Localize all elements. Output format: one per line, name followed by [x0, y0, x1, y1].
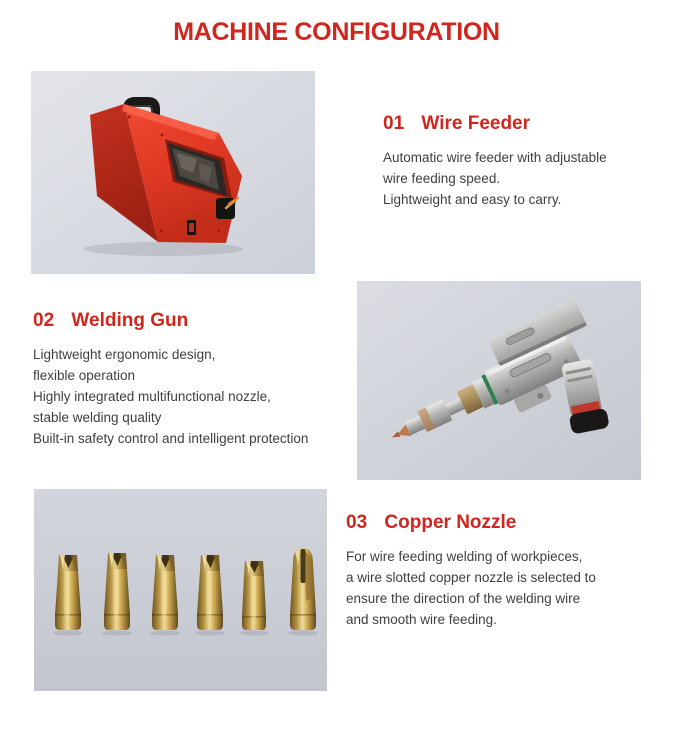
section-text-line: Lightweight and easy to carry.: [383, 192, 562, 207]
section-number: 03: [346, 512, 368, 533]
section-text-line: a wire slotted copper nozzle is selected to: [346, 570, 596, 585]
section-heading: [33, 309, 373, 332]
welding-gun-illustration: [357, 281, 641, 480]
section-text-line: For wire feeding welding of workpieces,: [346, 549, 583, 564]
section-text-line: Built-in safety control and intelligent protection: [33, 431, 309, 446]
section-welding-gun: [33, 309, 373, 449]
copper-nozzles-photo: [34, 489, 327, 691]
section-text-line: Automatic wire feeder with adjustable: [383, 150, 607, 165]
section-name: Wire Feeder: [421, 113, 531, 134]
section-text-line: Lightweight ergonomic design,: [33, 347, 216, 362]
wire-feeder-photo: [31, 71, 315, 274]
section-name: Copper Nozzle: [384, 512, 517, 533]
wire-feeder-illustration: [31, 71, 315, 274]
section-text-line: Highly integrated multifunctional nozzle,: [33, 389, 271, 404]
copper-nozzles-illustration: [34, 489, 327, 691]
section-copper-nozzle: [346, 511, 658, 630]
section-heading: [383, 112, 655, 135]
section-text-line: and smooth wire feeding.: [346, 612, 497, 627]
section-number: 01: [383, 113, 405, 134]
section-wire-feeder: [383, 112, 655, 210]
section-text-line: flexible operation: [33, 368, 136, 383]
section-heading: [346, 511, 658, 534]
section-text-line: ensure the direction of the welding wire: [346, 591, 581, 606]
section-text-line: stable welding quality: [33, 410, 162, 425]
section-name: Welding Gun: [71, 310, 189, 331]
page-title: MACHINE CONFIGURATION: [173, 18, 500, 46]
section-text-line: wire feeding speed.: [383, 171, 501, 186]
welding-gun-photo: [357, 281, 641, 480]
section-number: 02: [33, 310, 55, 331]
